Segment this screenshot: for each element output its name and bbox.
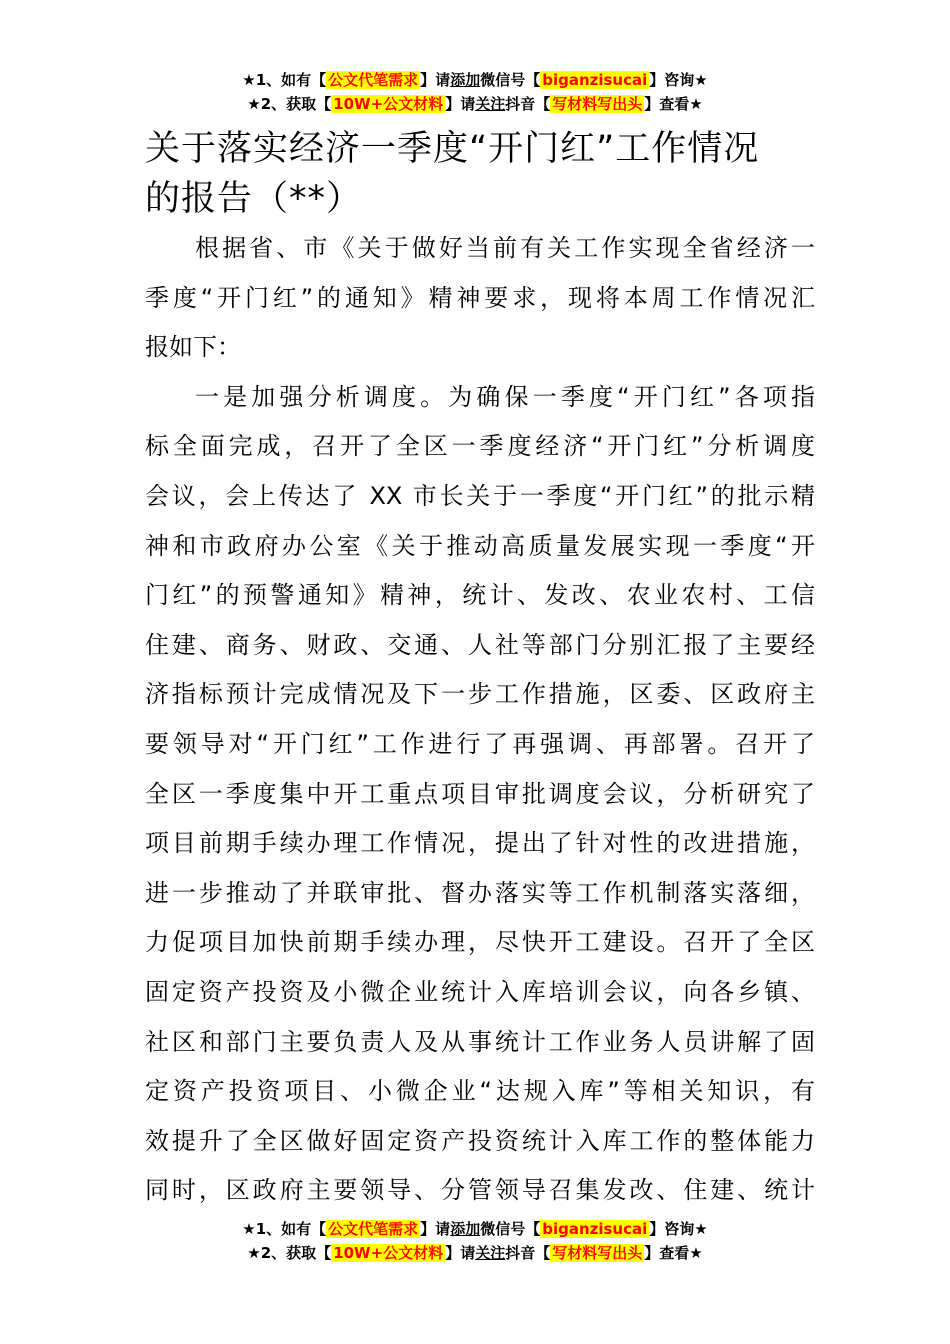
banner-text: 】查看★	[644, 95, 703, 113]
banner-text: 】请	[445, 95, 476, 113]
banner-underlined: 关注	[475, 95, 506, 113]
body-line: 全区一季度集中开工重点项目审批调度会议，分析研究了	[145, 779, 815, 808]
body-line: 季度“开门红”的通知》精神要求，现将本周工作情况汇	[145, 283, 815, 312]
banner-text: ★2、获取【	[247, 95, 332, 113]
body-line: 效提升了全区做好固定资产投资统计入库工作的整体能力	[145, 1126, 815, 1155]
banner-line-2	[0, 92, 950, 116]
header-banner	[0, 68, 950, 116]
banner-highlight: 10W+公文材料	[333, 95, 444, 113]
body-line: 会议，会上传达了 XX 市长关于一季度“开门红”的批示精	[145, 481, 815, 510]
banner-line-1	[0, 68, 950, 92]
body-line: 要领导对“开门红”工作进行了再强调、再部署。召开了	[145, 729, 815, 758]
banner-text: 】请	[420, 1220, 451, 1238]
footer-banner	[0, 1217, 950, 1265]
body-line: 一是加强分析调度。为确保一季度“开门红”各项指	[195, 382, 815, 411]
banner-line-2	[0, 1241, 950, 1265]
banner-text: 微信号【	[480, 71, 541, 89]
page-title	[145, 124, 815, 224]
banner-text: 】请	[445, 1244, 476, 1262]
document-body	[145, 224, 815, 1216]
body-line: 进一步推动了并联审批、督办落实等工作机制落实落细，	[145, 878, 815, 907]
banner-highlight: biganzisucai	[542, 71, 648, 89]
body-line: 报如下：	[145, 333, 241, 362]
title-line: 关于落实经济一季度“开门红”工作情况	[145, 129, 760, 169]
banner-text: 抖音【	[505, 1244, 551, 1262]
banner-text: ★1、如有【	[242, 71, 327, 89]
body-line: 定资产投资项目、小微企业“达规入库”等相关知识，有	[145, 1077, 815, 1106]
banner-highlight: 写材料写出头	[552, 1244, 643, 1262]
body-line: 力促项目加快前期手续办理，尽快开工建设。召开了全区	[145, 928, 815, 957]
body-line: 固定资产投资及小微企业统计入库培训会议，向各乡镇、	[145, 977, 815, 1006]
banner-highlight: 公文代笔需求	[328, 1220, 419, 1238]
banner-text: 】咨询★	[649, 1220, 708, 1238]
banner-underlined: 关注	[475, 1244, 506, 1262]
banner-line-1	[0, 1217, 950, 1241]
body-line: 根据省、市《关于做好当前有关工作实现全省经济一	[195, 234, 815, 262]
banner-highlight: 10W+公文材料	[333, 1244, 444, 1262]
banner-highlight: 写材料写出头	[552, 95, 643, 113]
banner-text: ★1、如有【	[242, 1220, 327, 1238]
title-line: 的报告（**）	[145, 179, 363, 219]
banner-text: 】请	[420, 71, 451, 89]
body-line: 济指标预计完成情况及下一步工作措施，区委、区政府主	[145, 680, 815, 709]
banner-underlined: 添加	[450, 1220, 481, 1238]
body-line: 住建、商务、财政、交通、人社等部门分别汇报了主要经	[145, 630, 815, 659]
banner-text: 】咨询★	[649, 71, 708, 89]
body-line: 标全面完成，召开了全区一季度经济“开门红”分析调度	[145, 432, 815, 461]
banner-text: ★2、获取【	[247, 1244, 332, 1262]
body-line: 社区和部门主要负责人及从事统计工作业务人员讲解了固	[145, 1027, 815, 1056]
banner-text: 】查看★	[644, 1244, 703, 1262]
banner-highlight: 公文代笔需求	[328, 71, 419, 89]
banner-text: 微信号【	[480, 1220, 541, 1238]
body-line: 项目前期手续办理工作情况，提出了针对性的改进措施，	[145, 829, 815, 858]
body-line: 神和市政府办公室《关于推动高质量发展实现一季度“开	[145, 531, 815, 560]
body-line: 同时，区政府主要领导、分管领导召集发改、住建、统计	[145, 1176, 815, 1205]
banner-underlined: 添加	[450, 71, 481, 89]
banner-text: 抖音【	[505, 95, 551, 113]
banner-highlight: biganzisucai	[542, 1220, 648, 1238]
body-line: 门红”的预警通知》精神，统计、发改、农业农村、工信	[145, 581, 815, 610]
